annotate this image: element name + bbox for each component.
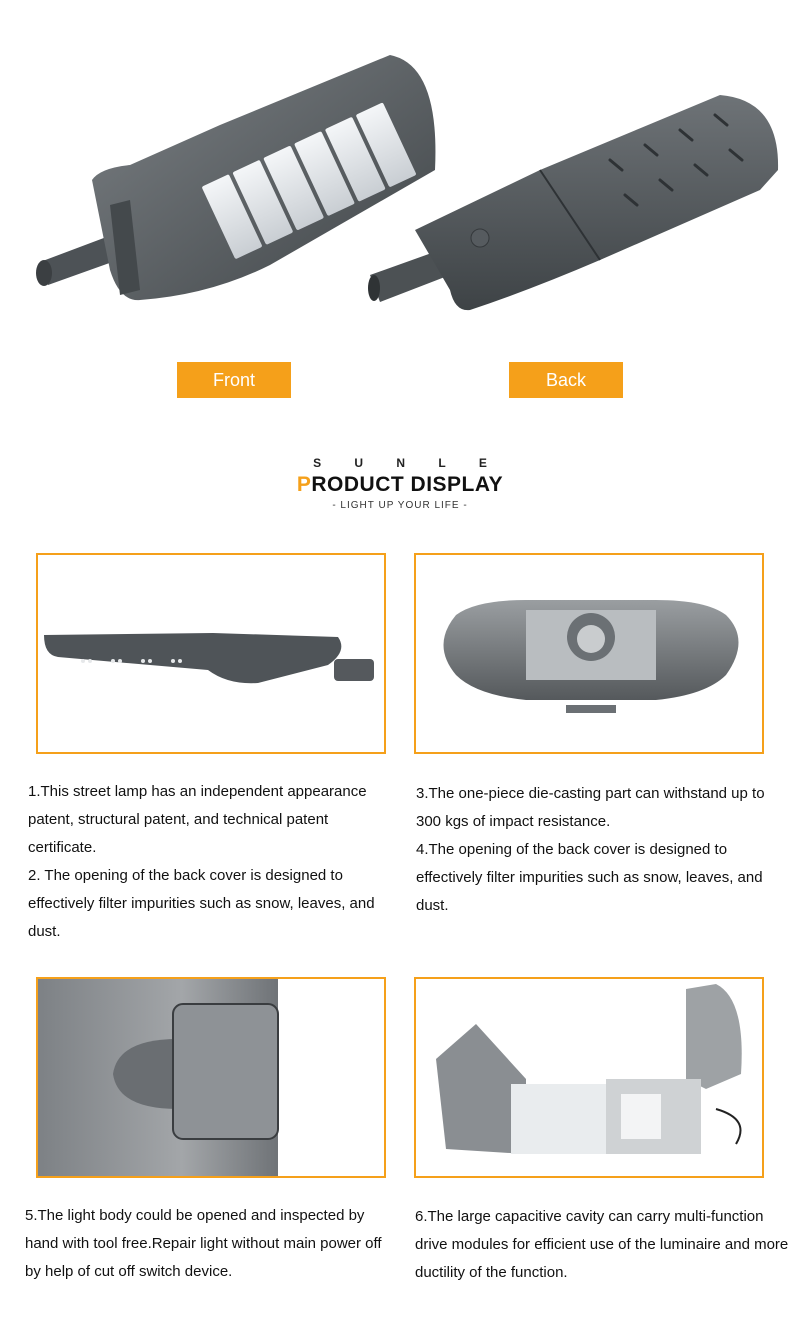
section-title-initial: P [296, 473, 312, 496]
side-view-panel [36, 553, 386, 754]
feature-text-left-1 [28, 778, 394, 946]
section-title-rest: RODUCT DISPLAY [311, 473, 504, 496]
feature-3: 3.The one-piece die-casting part can withstand up to 300 kgs of impact resistance. [416, 785, 765, 830]
tagline: - LIGHT UP YOUR LIFE - [332, 500, 468, 511]
end-view-panel [414, 553, 764, 754]
brand-name: S U N L E [313, 456, 502, 470]
feature-6: 6.The large capacitive cavity can carry multi-function drive modules for efficient use of the luminaire and more ductility of the function. [415, 1208, 789, 1281]
street-lamp-back-image [360, 90, 790, 320]
product-display-heading [0, 456, 800, 511]
feature-2: 2. The opening of the back cover is designed to effectively filter impurities such as snow, leaves, and dust. [28, 867, 375, 940]
feature-text-right-2 [415, 1203, 793, 1287]
feature-text-right-1 [416, 780, 782, 920]
latch-closeup-panel [36, 977, 386, 1178]
feature-5: 5.The light body could be opened and inspected by hand with tool free.Repair light without main power off by help of cut off switch device. [25, 1207, 382, 1280]
feature-1: 1.This street lamp has an independent appearance patent, structural patent, and technical patent certificate. [28, 783, 367, 856]
front-view-label: Front [177, 362, 291, 398]
feature-text-left-2 [25, 1202, 395, 1286]
back-view-label: Back [509, 362, 623, 398]
open-cavity-panel [414, 977, 764, 1178]
section-title [0, 473, 800, 497]
feature-4: 4.The opening of the back cover is designed to effectively filter impurities such as snow, leaves, and dust. [416, 841, 763, 914]
